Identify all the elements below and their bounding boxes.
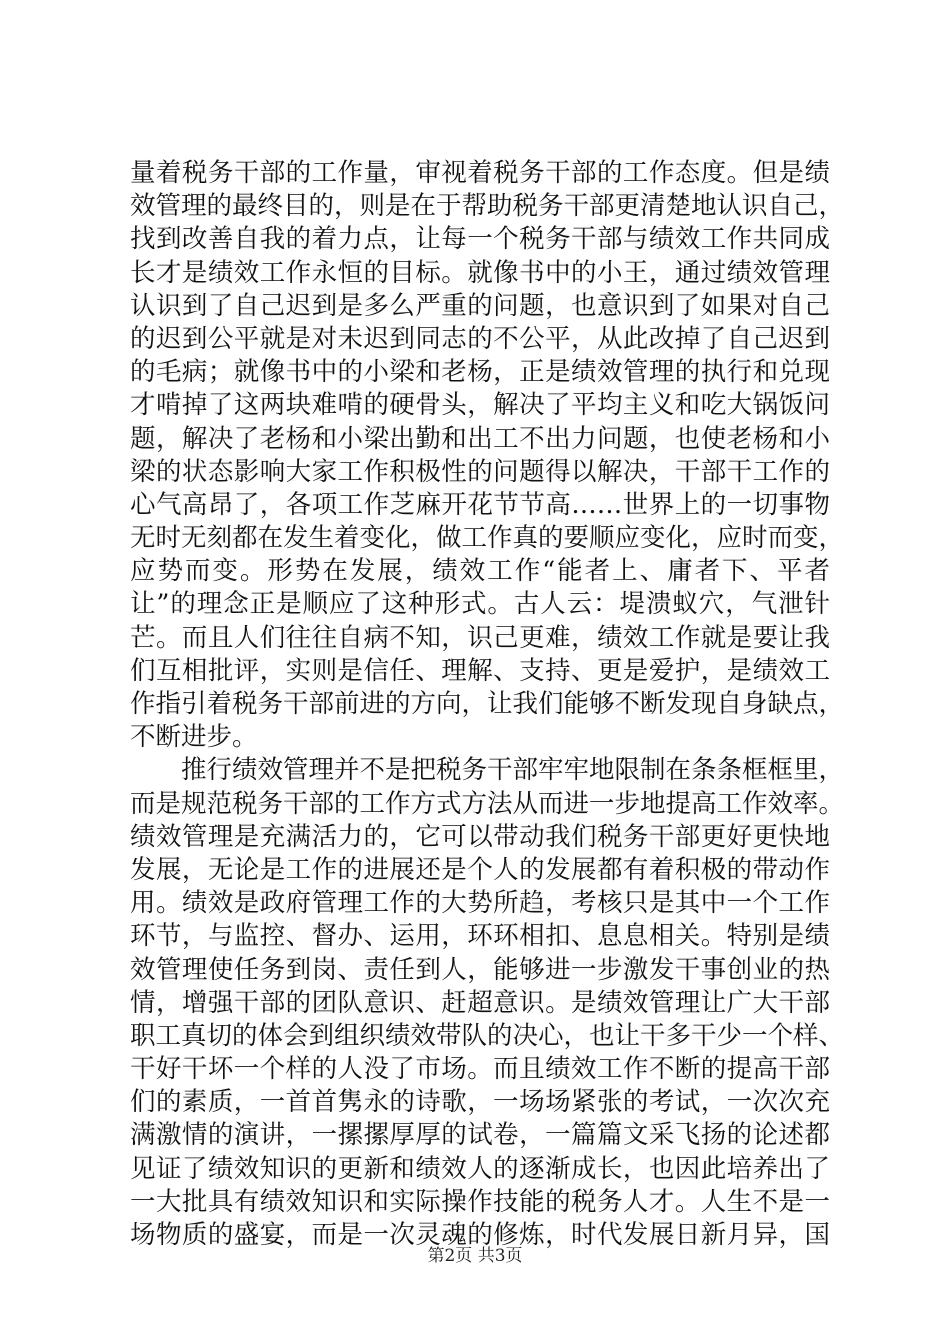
text-line: 长才是绩效工作永恒的目标。就像书中的小王，通过绩效管理 — [130, 257, 830, 288]
text-line: 的毛病；就像书中的小梁和老杨，正是绩效管理的执行和兑现 — [130, 357, 830, 388]
page-number-footer: 第2页 共3页 — [427, 1246, 523, 1266]
text-line: 职工真切的体会到组织绩效带队的决心，也让干多干少一个样、 — [130, 1020, 845, 1051]
paragraph-1 — [130, 157, 845, 754]
text-line: 梁的状态影响大家工作积极性的问题得以解决，干部干工作的 — [130, 456, 830, 487]
text-line: 绩效管理是充满活力的，它可以带动我们税务干部更好更快地 — [130, 821, 830, 852]
text-line: 效管理使任务到岗、责任到人，能够进一步激发干事创业的热 — [130, 954, 830, 985]
text-line: 一大批具有绩效知识和实际操作技能的税务人才。人生不是一 — [130, 1186, 830, 1217]
text-line: 场物质的盛宴，而是一次灵魂的修炼，时代发展日新月异，国 — [130, 1220, 830, 1250]
text-line: 题，解决了老杨和小梁出勤和出工不出力问题，也使老杨和小 — [130, 423, 830, 454]
text-line: 们互相批评，实则是信任、理解、支持、更是爱护，是绩效工 — [130, 655, 830, 686]
text-line: 找到改善自我的着力点，让每一个税务干部与绩效工作共同成 — [130, 224, 830, 255]
text-line: 芒。而且人们往往自病不知，识己更难，绩效工作就是要让我 — [130, 622, 830, 653]
text-line: 用。绩效是政府管理工作的大势所趋，考核只是其中一个工作 — [130, 888, 830, 919]
document-body — [130, 157, 845, 1252]
text-line: 无时无刻都在发生着变化，做工作真的要顺应变化，应时而变， — [130, 523, 845, 554]
text-line: 干好干坏一个样的人没了市场。而且绩效工作不断的提高干部 — [130, 1054, 830, 1085]
text-line: 的迟到公平就是对未迟到同志的不公平，从此改掉了自己迟到 — [130, 323, 830, 354]
text-line: 发展，无论是工作的进展还是个人的发展都有着积极的带动作 — [130, 854, 830, 885]
text-line: 推行绩效管理并不是把税务干部牢牢地限制在条条框框里， — [130, 755, 845, 786]
text-line: 环节，与监控、督办、运用，环环相扣、息息相关。特别是绩 — [130, 921, 830, 952]
paragraph-2 — [130, 754, 845, 1252]
text-line: 心气高昂了，各项工作芝麻开花节节高……世界上的一切事物 — [130, 489, 830, 520]
text-line: 而是规范税务干部的工作方式方法从而进一步地提高工作效率。 — [130, 788, 845, 819]
text-line: 让”的理念正是顺应了这种形式。古人云：堤溃蚁穴，气泄针 — [130, 589, 830, 620]
text-line: 才啃掉了这两块难啃的硬骨头，解决了平均主义和吃大锅饭问 — [130, 390, 830, 421]
text-line: 效管理的最终目的，则是在于帮助税务干部更清楚地认识自己， — [130, 191, 845, 222]
text-line: 量着税务干部的工作量，审视着税务干部的工作态度。但是绩 — [130, 158, 830, 188]
text-line: 见证了绩效知识的更新和绩效人的逐渐成长，也因此培养出了 — [130, 1153, 830, 1184]
text-line: 情，增强干部的团队意识、赶超意识。是绩效管理让广大干部 — [130, 987, 830, 1018]
text-line: 们的素质，一首首隽永的诗歌，一场场紧张的考试，一次次充 — [130, 1087, 830, 1118]
text-line: 不断进步。 — [130, 722, 258, 753]
text-line: 应势而变。形势在发展，绩效工作“能者上、庸者下、平者 — [130, 556, 830, 587]
text-line: 满激情的演讲，一摞摞厚厚的试卷，一篇篇文采飞扬的论述都 — [130, 1120, 830, 1151]
text-line: 作指引着税务干部前进的方向，让我们能够不断发现自身缺点， — [130, 689, 845, 719]
text-line: 认识到了自己迟到是多么严重的问题，也意识到了如果对自己 — [130, 290, 830, 321]
